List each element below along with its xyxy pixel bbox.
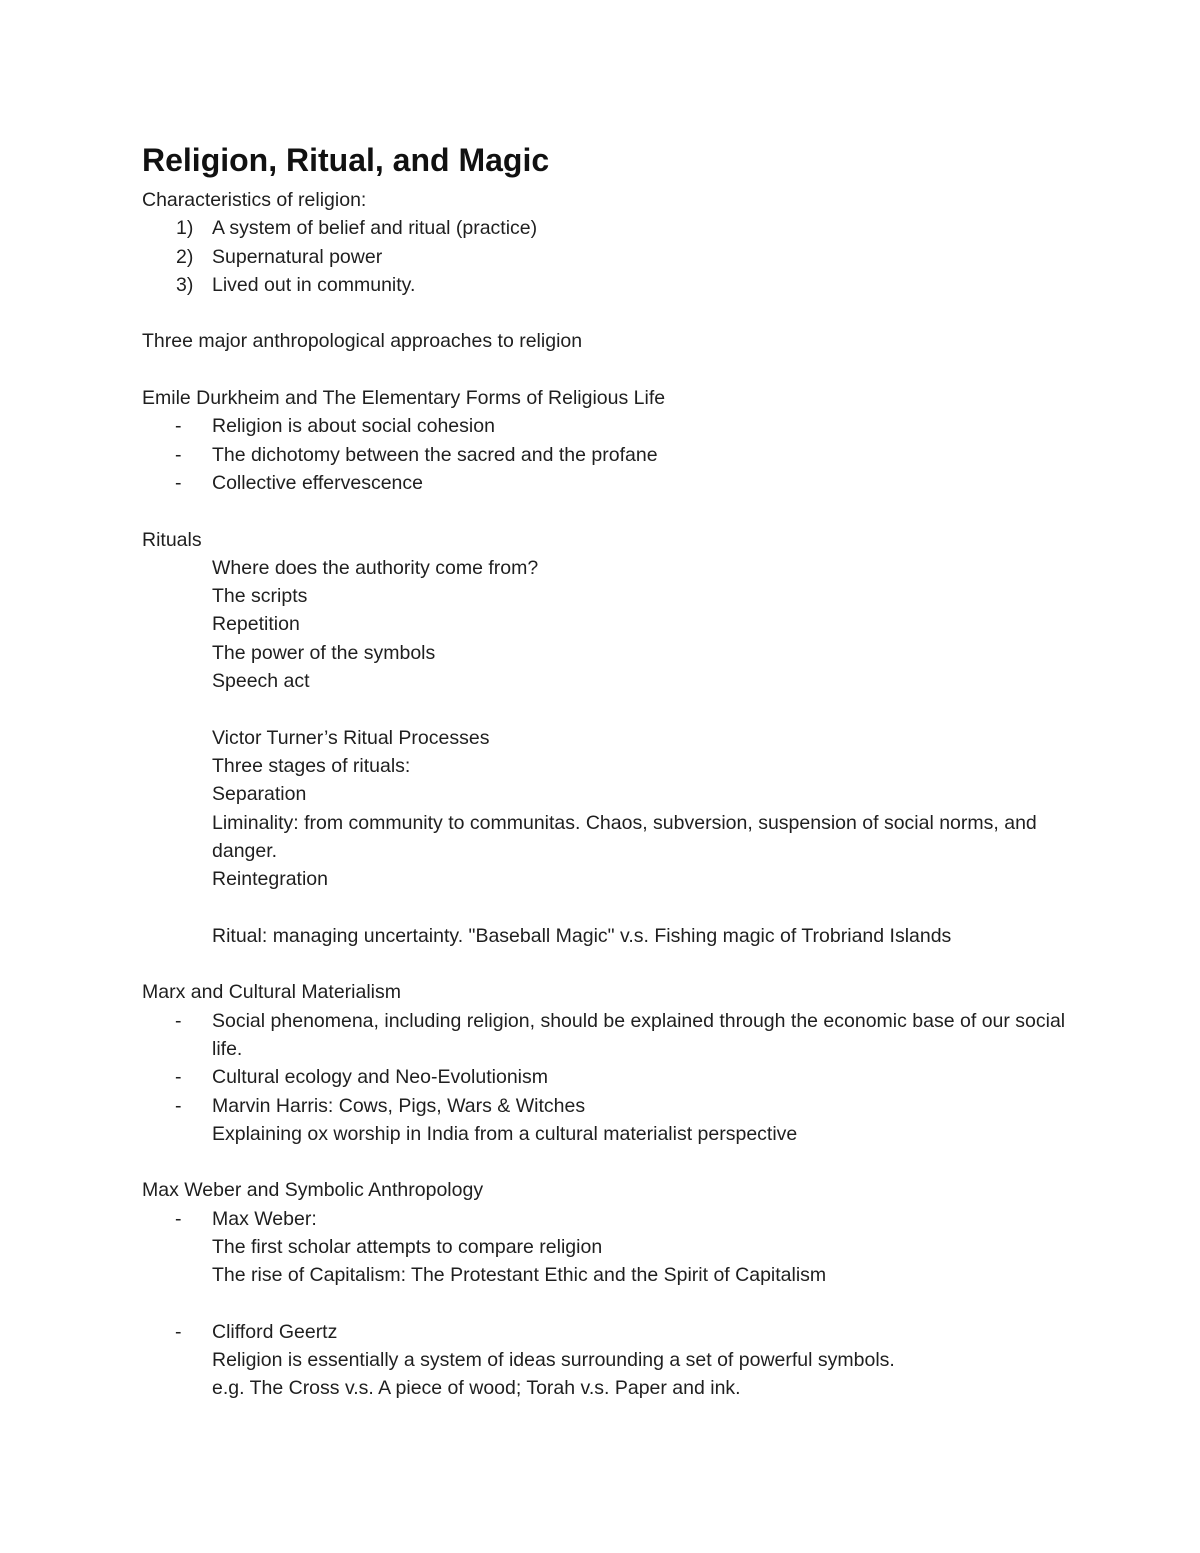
list-item [142, 1318, 1072, 1346]
ritual-line: Repetition [212, 613, 300, 636]
bullet-dash: - [175, 443, 182, 466]
geertz-line: e.g. The Cross v.s. A piece of wood; Torah v.s. Paper and ink. [212, 1377, 741, 1400]
characteristics-heading: Characteristics of religion: [142, 189, 367, 211]
bullet-dash: - [175, 471, 182, 494]
bullet-dash: - [175, 415, 182, 438]
list-item [142, 243, 1072, 271]
list-number: 2) [176, 245, 194, 268]
turner-line: Three stages of rituals: [212, 754, 411, 777]
list-item [142, 214, 1072, 242]
bullet-dash: - [175, 1009, 182, 1032]
rituals-heading: Rituals [142, 528, 202, 551]
list-item [142, 1092, 1072, 1120]
bullet-dash: - [175, 1320, 182, 1343]
ritual-line: The power of the symbols [212, 641, 436, 664]
page-title: Religion, Ritual, and Magic [142, 142, 550, 178]
list-item-text: Supernatural power [212, 245, 383, 268]
list-item [142, 1205, 1072, 1233]
list-number: 3) [176, 273, 194, 296]
list-item [142, 469, 1072, 497]
geertz-line: Religion is essentially a system of ideas surrounding a set of powerful symbols. [212, 1349, 895, 1372]
weber-line: The rise of Capitalism: The Protestant Ethic and the Spirit of Capitalism [212, 1264, 827, 1287]
list-item-text: The dichotomy between the sacred and the profane [212, 443, 658, 466]
turner-line: Reintegration [212, 868, 328, 891]
bullet-dash: - [175, 1066, 182, 1089]
turner-line: Liminality: from community to communitas. Chaos, subversion, suspension of social norms, and danger. [212, 811, 1037, 862]
list-item-text: A system of belief and ritual (practice) [212, 217, 538, 240]
spacer [142, 497, 1072, 525]
list-item-text: Cultural ecology and Neo-Evolutionism [212, 1066, 549, 1089]
list-item-text: Lived out in community. [212, 273, 416, 296]
bullet-dash: - [175, 1207, 182, 1230]
list-item-text: Max Weber: [212, 1207, 317, 1230]
list-item [142, 1063, 1072, 1091]
spacer [142, 356, 1072, 384]
list-item-text: Marvin Harris: Cows, Pigs, Wars & Witches [212, 1094, 586, 1117]
list-item [142, 1007, 1072, 1064]
ritual-line: Where does the authority come from? [212, 556, 539, 579]
list-item-text: Clifford Geertz [212, 1320, 338, 1343]
durkheim-heading: Emile Durkheim and The Elementary Forms of Religious Life [142, 387, 666, 410]
list-item-text: Collective effervescence [212, 471, 423, 494]
approaches-heading: Three major anthropological approaches to religion [142, 330, 583, 353]
list-item [142, 412, 1072, 440]
ritual-uncertainty-line: Ritual: managing uncertainty. "Baseball Magic" v.s. Fishing magic of Trobriand Islands [212, 924, 952, 947]
spacer [142, 950, 1072, 978]
ritual-line: The scripts [212, 585, 308, 608]
bullet-dash: - [175, 1094, 182, 1117]
spacer [142, 695, 1072, 723]
turner-line: Separation [212, 783, 307, 806]
spacer [142, 1290, 1072, 1318]
list-number: 1) [176, 217, 194, 240]
weber-line: The first scholar attempts to compare religion [212, 1235, 603, 1258]
list-item-text: Religion is about social cohesion [212, 415, 495, 438]
spacer [142, 893, 1072, 921]
marx-heading: Marx and Cultural Materialism [142, 981, 401, 1004]
weber-heading: Max Weber and Symbolic Anthropology [142, 1179, 484, 1202]
list-item-text: Social phenomena, including religion, should be explained through the economic base of our social life. [212, 1009, 1066, 1060]
list-item [142, 441, 1072, 469]
marx-sub-line: Explaining ox worship in India from a cultural materialist perspective [212, 1122, 798, 1145]
list-item [142, 271, 1072, 299]
spacer [142, 299, 1072, 327]
spacer [142, 1148, 1072, 1176]
turner-line: Victor Turner’s Ritual Processes [212, 726, 490, 749]
ritual-line: Speech act [212, 670, 310, 693]
document-body [142, 186, 1072, 1403]
